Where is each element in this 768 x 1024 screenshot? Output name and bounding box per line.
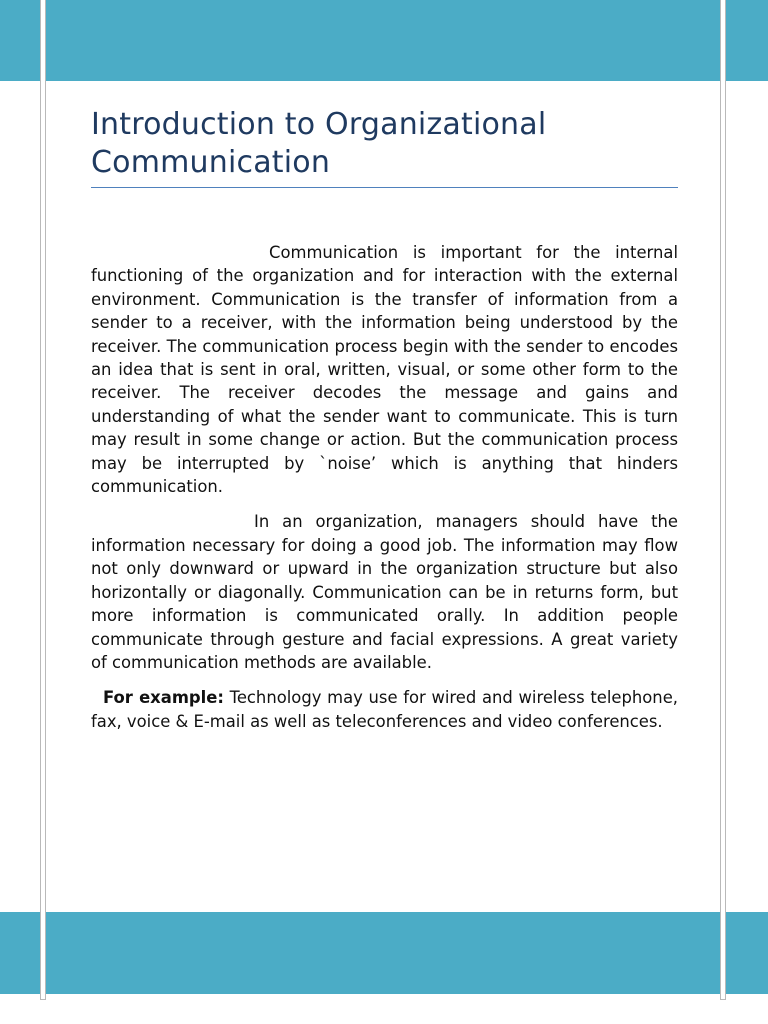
paragraph-1 — [91, 241, 678, 498]
header-band — [0, 0, 768, 81]
example-label: For example: — [103, 688, 224, 708]
page-title — [91, 106, 678, 182]
left-border-line — [40, 0, 46, 1000]
paragraph-1-text: Communication is important for the internal functioning of the organization and for interaction with the external environment. Communication is the transfer of information from a sender to a receiver, with the information being understood by the receiver. The communication process begin with the sender to encodes an idea that is sent in oral, written, visual, or some other form to the receiver. The receiver decodes the message and gains and understanding of what the sender want to communicate. This is turn may result in some change or action. But the communication process may be interrupted by `noise’ which is anything that hinders communication. — [91, 243, 678, 497]
right-border-line — [720, 0, 726, 1000]
paragraph-2 — [91, 510, 678, 674]
example-text: Technology may use for wired and wireless telephone, fax, voice & E-mail as well as teleconferences and video conferences. — [91, 688, 678, 731]
right-border-cap — [720, 994, 726, 1000]
paragraph-example — [91, 686, 678, 733]
title-underline — [91, 187, 678, 188]
paragraph-2-text: In an organization, managers should have the information necessary for doing a good job. The information may flow not only downward or upward in the organization structure but also horizontally or diagonally. Communication can be in returns form, but more information is communicated orally. In addition people communicate through gesture and facial expressions. A great variety of communication methods are available. — [91, 512, 678, 672]
title-line-1: Introduction to Organizational — [91, 107, 547, 142]
left-border-cap — [40, 994, 46, 1000]
title-line-2: Communication — [91, 145, 331, 180]
footer-band — [0, 912, 768, 994]
document-body — [91, 241, 678, 745]
